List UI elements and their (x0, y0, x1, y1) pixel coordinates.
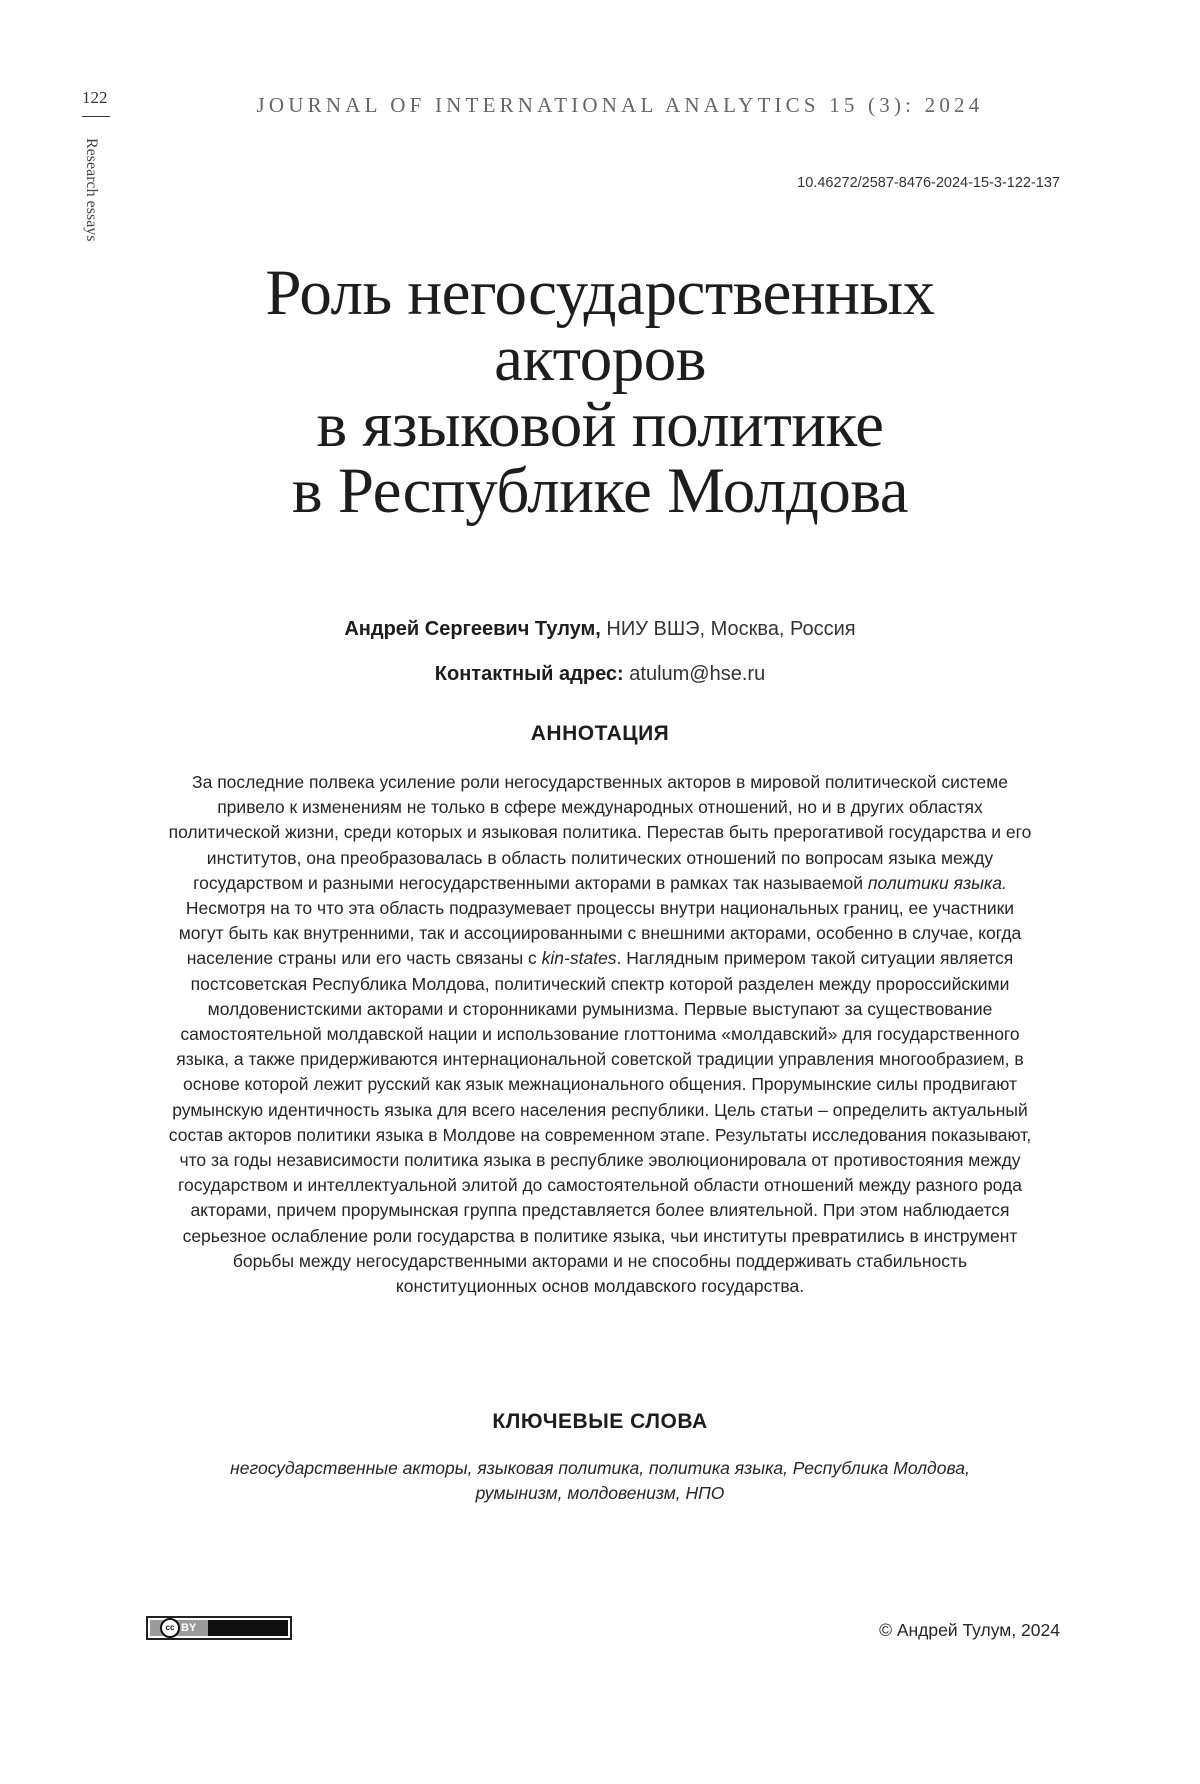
author-name: Андрей Сергеевич Тулум, (344, 618, 601, 640)
keywords-line: румынизм, молдовенизм, НПО (475, 1483, 725, 1503)
contact-email[interactable]: atulum@hse.ru (623, 663, 766, 685)
contact-label: Контактный адрес: (434, 663, 624, 685)
article-title (150, 257, 1050, 527)
abstract-italic-term: политики языка. (867, 872, 1007, 893)
contact-line (150, 663, 1050, 686)
title-line: в языковой политике (316, 389, 884, 461)
author-line (150, 618, 1050, 641)
abstract-part: Несмотря на то что эта область подразумевает процессы внутри национальных границ, ее участники могут быть как внутренними, так и ассоциированными с внешними акторами, особенно в случае, когда население страны или его часть связаны с (178, 898, 1022, 969)
by-label: BY (181, 1622, 197, 1634)
keywords-text (168, 1456, 1032, 1506)
abstract-heading: АННОТАЦИЯ (530, 722, 670, 745)
title-line: акторов (494, 323, 706, 395)
journal-running-header: JOURNAL OF INTERNATIONAL ANALYTICS 15 (3): 2024 (256, 93, 984, 117)
section-label (72, 134, 108, 274)
abstract-part: . Наглядным примером такой ситуации является постсоветская Республика Молдова, политический спектр которой разделен между пророссийскими молдовенистскими акторами и сторонниками румынизма. Первые выступают за существование самостоятельной молдавской нации и использование глоттонима «молдавский» для государственного языка, а также придерживаются интернациональной советской традиции управления многообразием, в основе которой лежит русский как язык межнационального общения. Прорумынские силы продвигают румынскую идентичность языка для всего населения республики. Цель статьи – определить актуальный состав акторов политики языка в Молдове на современном этапе. Результаты исследования показывают, что за годы независимости политика языка в республике эволюционировала от противостояния между государством и интеллектуальной элитой до самостоятельной области отношений между разного рода акторами, причем прорумынская группа представляется более влиятельной. При этом наблюдается серьезное ослабление роли государства в политике языка, чьи институты превратились в инструмент борьбы между негосударственными акторами и не способны поддерживать стабильность конституционных основ молдавского государства. (168, 948, 1032, 1297)
author-affiliation: НИУ ВШЭ, Москва, Россия (600, 618, 856, 640)
keywords-line: негосударственные акторы, языковая политика, политика языка, Республика Молдова, (230, 1458, 970, 1478)
copyright: © Андрей Тулум, 2024 (879, 1620, 1060, 1640)
title-line: в Республике Молдова (291, 455, 909, 527)
abstract-text (168, 770, 1032, 1299)
cc-badge-left (150, 1620, 208, 1636)
cc-icon: cc (160, 1618, 180, 1638)
title-line: Роль негосударственных (265, 257, 935, 329)
cc-by-license-badge[interactable] (146, 1616, 292, 1640)
abstract-part: За последние полвека усиление роли негосударственных акторов в мировой политической системе привело к изменениям не только в сфере международных отношений, но и в других областях политической жизни, среди которых и языковая политика. Перестав быть прерогативой государства и его институтов, она преобразовалась в область политических отношений по вопросам языка между государством и разными негосударственными акторами в рамках так называемой (168, 772, 1032, 893)
abstract-italic-term: kin-states (541, 948, 617, 969)
page-number: 122 (82, 88, 108, 107)
page-number-rule (82, 116, 110, 117)
doi: 10.46272/2587-8476-2024-15-3-122-137 (797, 175, 1060, 191)
cc-badge-body (150, 1620, 288, 1636)
section-label-text: Research essays (83, 138, 100, 242)
keywords-heading: КЛЮЧЕВЫЕ СЛОВА (492, 1410, 708, 1433)
